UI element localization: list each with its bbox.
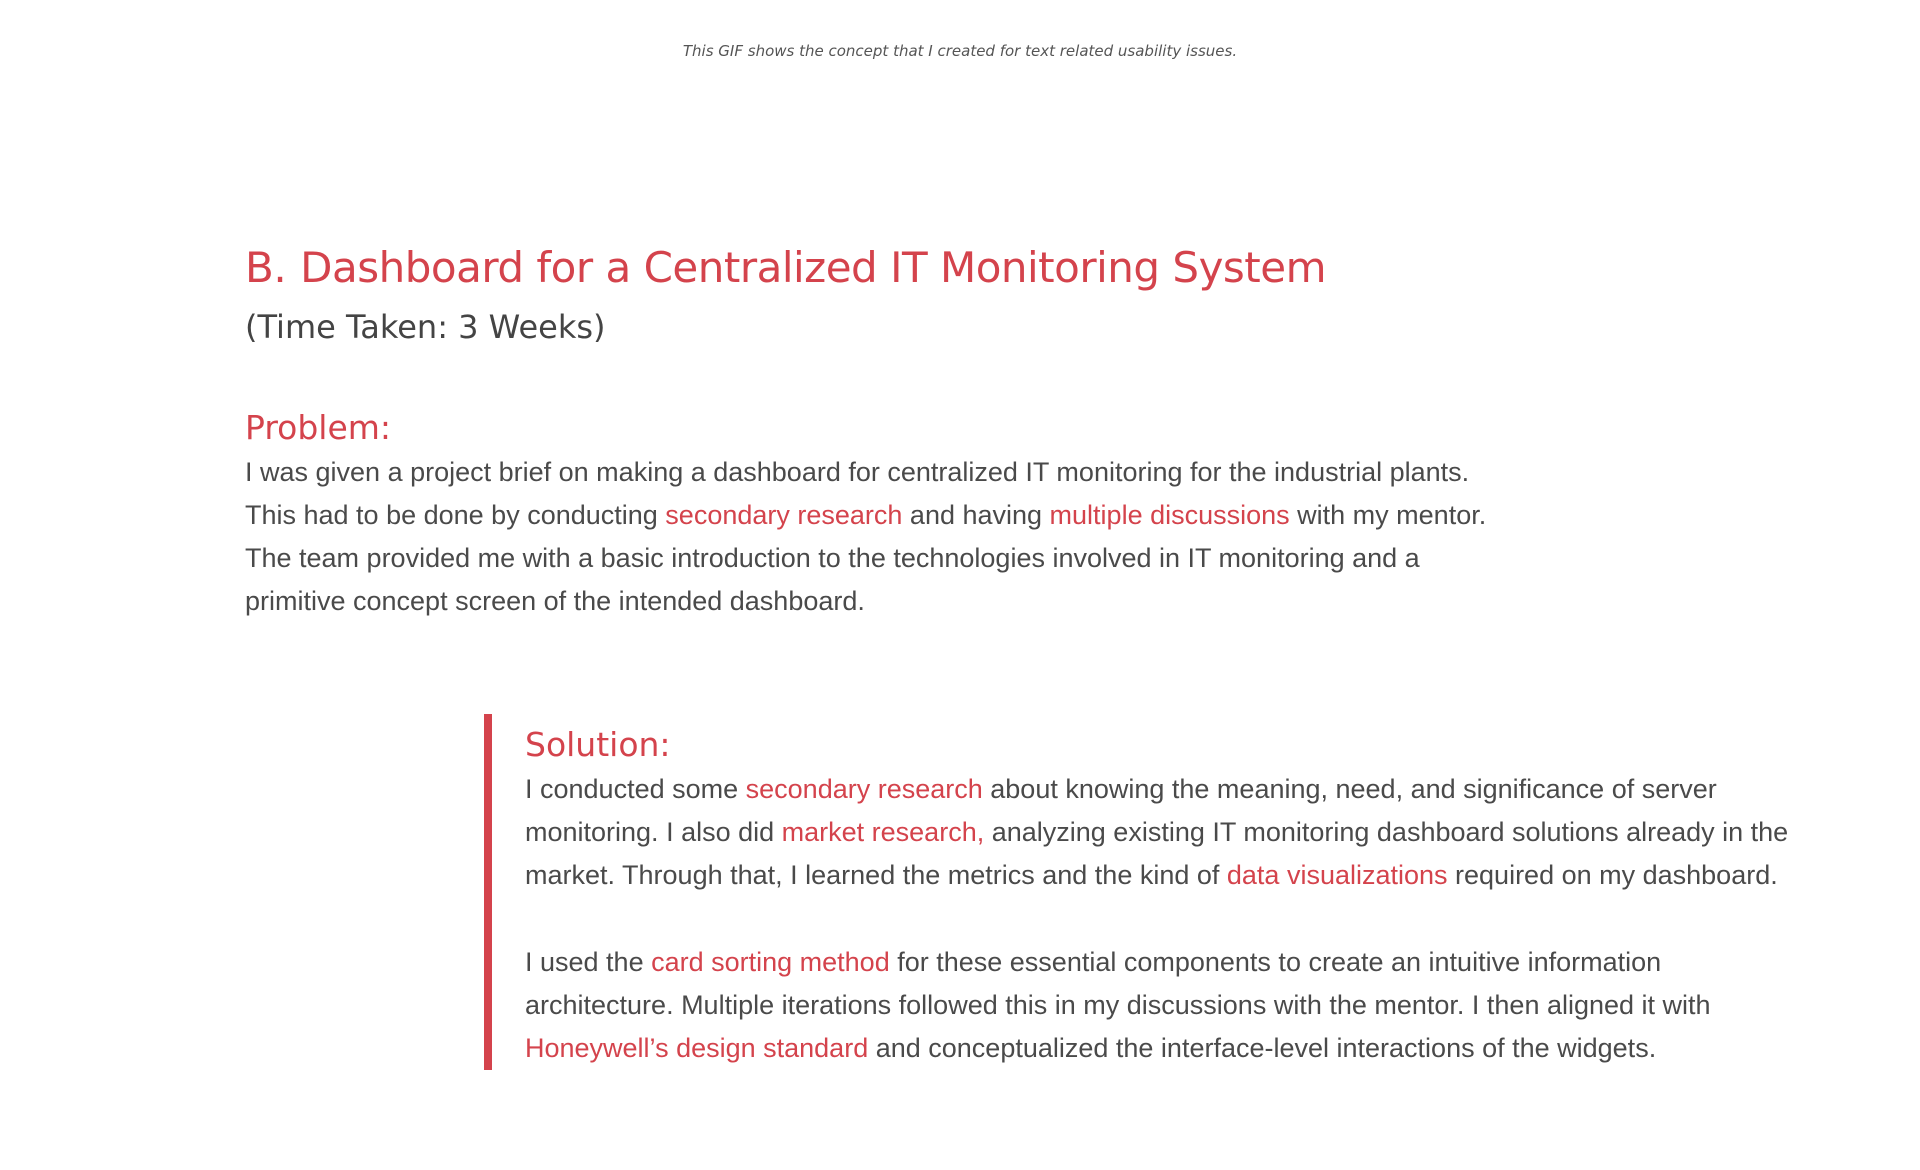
text-segment: I conducted some — [525, 774, 746, 804]
solution-p1-line-3 — [525, 854, 1795, 897]
solution-p2-line-2: architecture. Multiple iterations followed this in my discussions with the mentor. I then aligned it with — [525, 990, 1711, 1020]
highlight-secondary-research: secondary research — [665, 500, 903, 530]
text-segment: with my mentor. — [1289, 500, 1487, 530]
highlight-card-sorting-method: card sorting method — [651, 947, 890, 977]
solution-p1-line-2 — [525, 811, 1795, 854]
solution-heading: Solution: — [525, 725, 671, 764]
text-segment: and conceptualized the interface-level interactions of the widgets. — [868, 1033, 1657, 1063]
text-segment: monitoring. I also did — [525, 817, 782, 847]
highlight-honeywell-design-standard: Honeywell’s design standard — [525, 1033, 869, 1063]
solution-accent-bar — [484, 714, 492, 1070]
highlight-market-research: market research, — [781, 817, 985, 847]
highlight-data-visualizations: data visualizations — [1226, 860, 1448, 890]
solution-p1-line-1 — [525, 768, 1795, 811]
section-title — [245, 243, 1326, 292]
highlight-multiple-discussions: multiple discussions — [1049, 500, 1290, 530]
text-segment: required on my dashboard. — [1447, 860, 1778, 890]
gif-caption: This GIF shows the concept that I created for text related usability issues. — [682, 42, 1238, 60]
solution-p2-line-1 — [525, 941, 1795, 984]
text-segment: I used the — [525, 947, 652, 977]
problem-line-4: primitive concept screen of the intended dashboard. — [245, 586, 865, 616]
problem-paragraph — [245, 451, 1495, 623]
text-segment: analyzing existing IT monitoring dashboard solutions already in the — [984, 817, 1789, 847]
section-title-text: Dashboard for a Centralized IT Monitoring System — [300, 243, 1327, 292]
text-segment: about knowing the meaning, need, and significance of server — [982, 774, 1717, 804]
problem-heading: Problem: — [245, 408, 392, 447]
text-segment: This had to be done by conducting — [245, 500, 666, 530]
text-segment: for these essential components to create an intuitive information — [889, 947, 1662, 977]
section-marker: B. — [245, 243, 287, 292]
text-segment: market. Through that, I learned the metrics and the kind of — [525, 860, 1227, 890]
highlight-secondary-research: secondary research — [745, 774, 983, 804]
problem-line-3: The team provided me with a basic introduction to the technologies involved in IT monitoring and a — [245, 543, 1420, 573]
solution-p2-line-3 — [525, 1027, 1795, 1070]
solution-paragraph-1 — [525, 768, 1795, 897]
problem-line-2 — [245, 494, 1495, 537]
time-taken: (Time Taken: 3 Weeks) — [245, 308, 606, 346]
problem-line-1: I was given a project brief on making a dashboard for centralized IT monitoring for the industrial plants. — [245, 457, 1470, 487]
text-segment: and having — [902, 500, 1050, 530]
solution-paragraph-2 — [525, 941, 1795, 1070]
